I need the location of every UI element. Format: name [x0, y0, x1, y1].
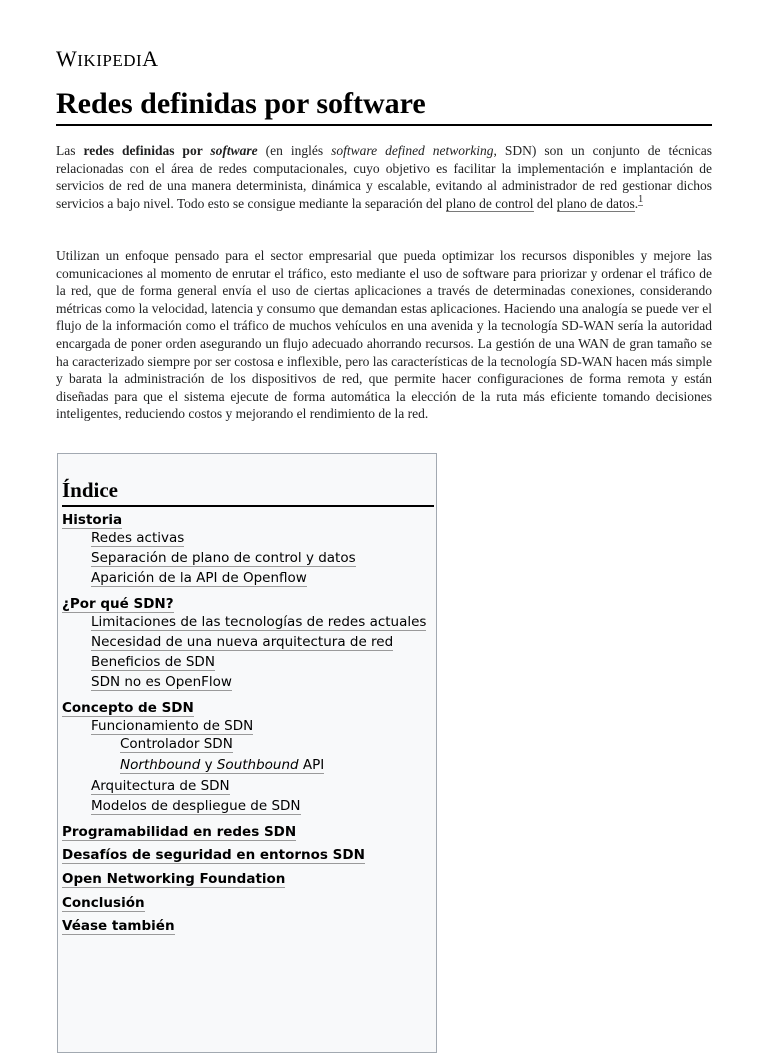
text-span: (en inglés — [257, 143, 332, 158]
text-span: Las — [56, 143, 84, 158]
text-span: API — [298, 757, 325, 773]
wikipedia-logo[interactable] — [56, 46, 159, 72]
toc-item[interactable] — [91, 718, 253, 734]
toc-item-label: Necesidad de una nueva arquitectura de red — [91, 634, 394, 650]
text-span: del — [533, 195, 557, 211]
toc-item[interactable] — [62, 847, 365, 863]
toc-item[interactable] — [62, 824, 296, 840]
text-span: , SDN) son un conjunto de técnicas relacionadas con el área de redes computacionales, cuyo objetivo es facilitar la implementación e implantación de servicios de red de una manera determinista, dinámica y escalable, evitando al administrador de red gestionar dichos servicios a bajo nivel. Todo esto se consigue mediante la separación del — [56, 143, 712, 211]
toc-item-label: Concepto de SDN — [62, 700, 194, 716]
toc-title: Índice — [62, 478, 434, 507]
toc-item-label: Modelos de despliegue de SDN — [91, 798, 301, 814]
toc-item[interactable] — [120, 757, 324, 773]
toc-item[interactable] — [120, 736, 233, 752]
page-title: Redes definidas por software — [56, 84, 712, 126]
text-span: y — [200, 757, 217, 773]
link-plano-de-control[interactable]: plano de control — [445, 195, 534, 211]
toc-item[interactable] — [91, 778, 230, 794]
logo-letters-ikipedi: IKIPEDI — [77, 51, 143, 70]
toc-item[interactable] — [62, 895, 145, 911]
toc-item-label: SDN no es OpenFlow — [91, 674, 232, 690]
toc-item[interactable] — [62, 700, 194, 716]
italic-term: Southbound — [216, 757, 299, 773]
table-of-contents — [57, 453, 437, 1053]
logo-letter-a: A — [142, 46, 159, 71]
toc-item-label: Beneficios de SDN — [91, 654, 215, 670]
toc-item-label: Limitaciones de las tecnologías de redes actuales — [91, 614, 427, 630]
toc-item-label: Véase también — [62, 918, 175, 934]
toc-item[interactable] — [91, 530, 184, 546]
logo-letter-w: W — [56, 46, 78, 71]
toc-item-label: Redes activas — [91, 530, 185, 546]
toc-item[interactable] — [62, 512, 122, 528]
toc-item-label: Controlador SDN — [120, 736, 233, 752]
body-paragraph: Utilizan un enfoque pensado para el sector empresarial que pueda optimizar los recursos disponibles y mejore las comunicaciones al momento de enrutar el tráfico, esto mediante el uso de software para priorizar y ordenar el tráfico de la red, que de forma general envía el uso de ciertas aplicaciones a través de determinadas conexiones, considerando métricas como la velocidad, latencia y consumo que demandan estas aplicaciones. Haciendo una analogía se puede ver el flujo de la información como el tráfico de muchos vehículos en una avenida y la tecnología SD-WAN sería la autoridad encargada de poner orden asegurando un flujo adecuado ahorrando recursos. La gestión de una WAN de gran tamaño se ha caracterizado siempre por ser costosa e inflexible, pero las características de la tecnología SD-WAN hacen más simple y barata la administración de los dispositivos de red, que permite hacer configuraciones de forma remota y están diseñadas para que el sistema ejecute de forma automática la elección de la ruta más eficiente tomando decisiones inteligentes, reduciendo costos y mejorando el rendimiento de la red. — [56, 248, 712, 422]
toc-item[interactable] — [91, 634, 393, 650]
toc-item-label — [120, 757, 324, 774]
bold-term: redes definidas por — [83, 143, 211, 158]
toc-item[interactable] — [62, 871, 285, 887]
toc-item[interactable] — [91, 654, 215, 670]
toc-item-label: Arquitectura de SDN — [91, 778, 230, 794]
toc-item[interactable] — [91, 798, 301, 814]
toc-item-label: Desafíos de seguridad en entornos SDN — [62, 847, 365, 863]
toc-item[interactable] — [91, 550, 356, 566]
toc-item-label: Conclusión — [62, 895, 145, 911]
toc-item[interactable] — [62, 918, 175, 934]
toc-item-label: Programabilidad en redes SDN — [62, 824, 297, 840]
italic-term: software defined networking — [331, 143, 494, 158]
toc-item[interactable] — [91, 614, 426, 630]
intro-paragraph — [56, 142, 712, 212]
toc-item-label: Historia — [62, 512, 123, 528]
toc-item-label: Separación de plano de control y datos — [91, 550, 356, 566]
toc-item-label: ¿Por qué SDN? — [62, 596, 174, 612]
toc-item-label: Aparición de la API de Openflow — [91, 570, 307, 586]
toc-item[interactable] — [62, 596, 174, 612]
text-span: . — [634, 195, 639, 211]
bold-italic-term: software — [210, 143, 258, 158]
toc-item[interactable] — [91, 674, 232, 690]
link-plano-de-datos[interactable]: plano de datos — [556, 195, 635, 211]
toc-item[interactable] — [91, 570, 307, 586]
reference-link[interactable]: 1 — [638, 194, 644, 206]
italic-term: Northbound — [120, 757, 201, 773]
toc-item-label: Open Networking Foundation — [62, 871, 286, 887]
toc-item-label: Funcionamiento de SDN — [91, 718, 254, 734]
